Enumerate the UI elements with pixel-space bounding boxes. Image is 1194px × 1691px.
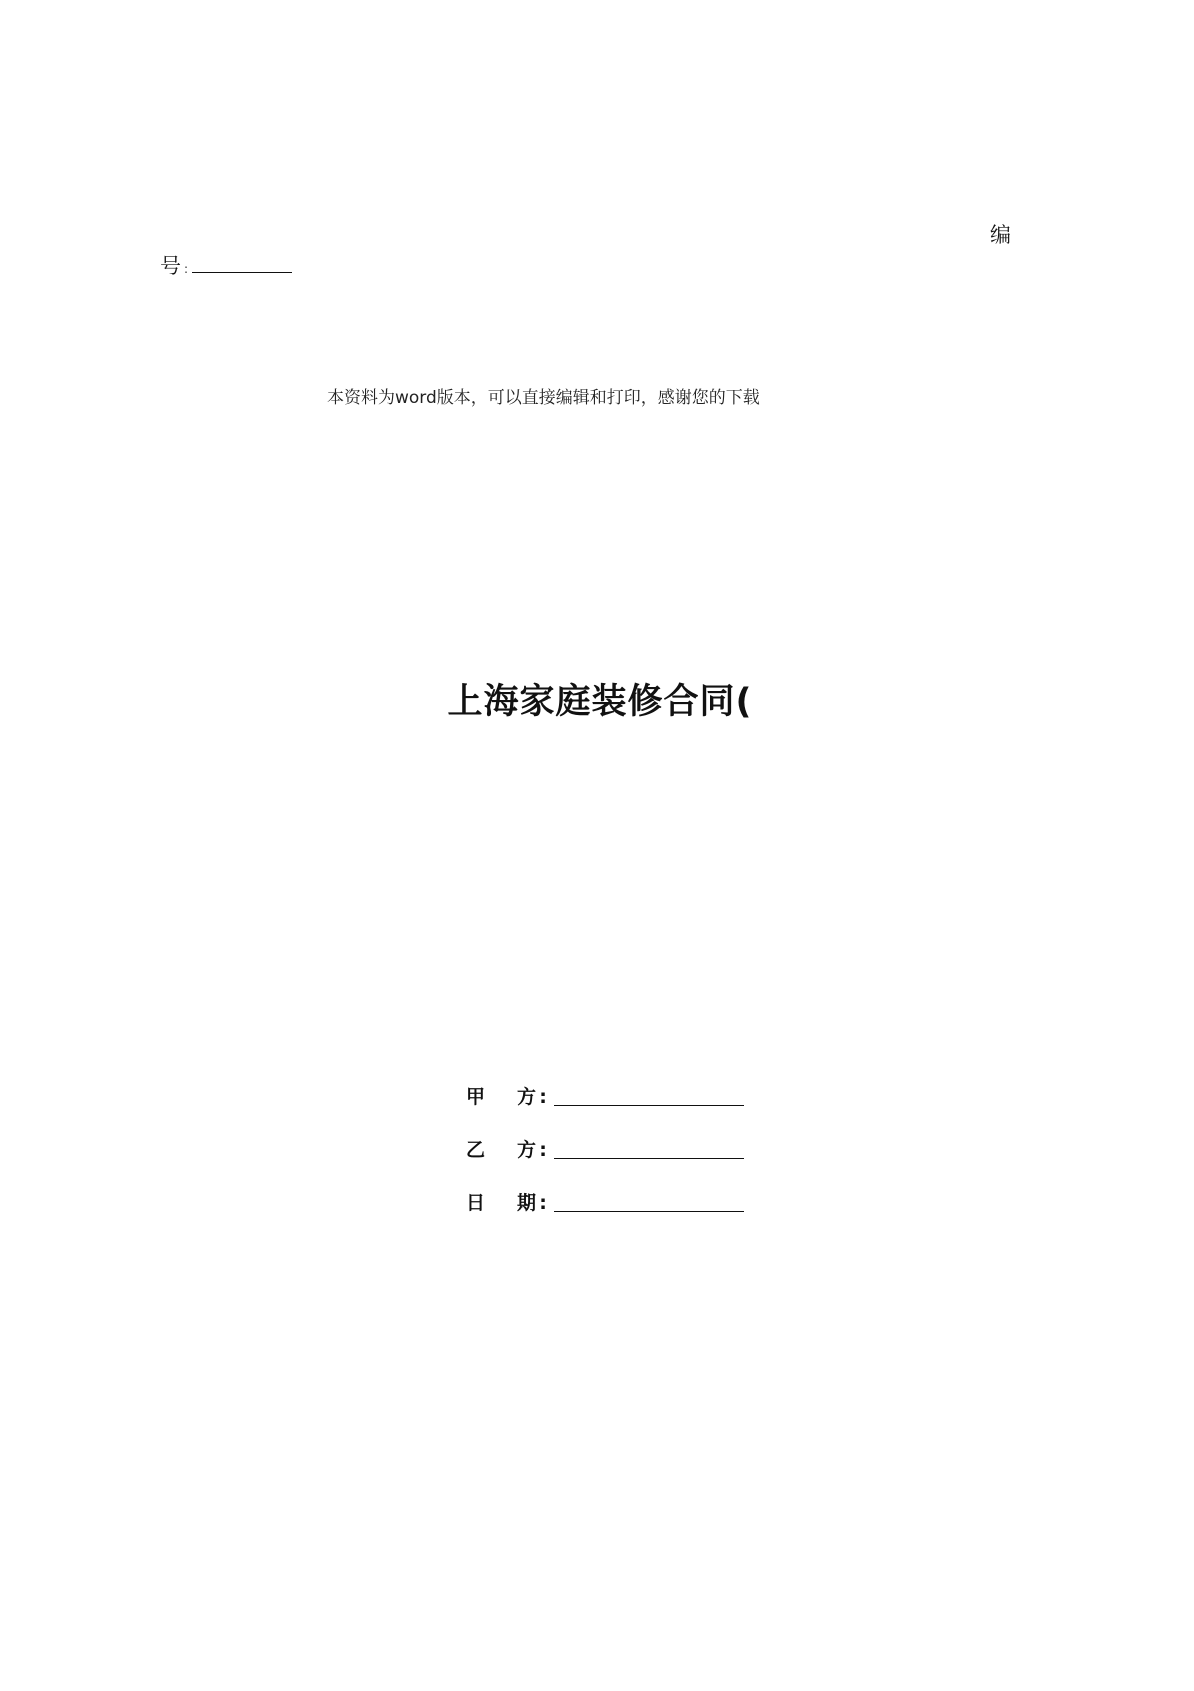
number-colon: :: [184, 262, 189, 276]
number-blank-line[interactable]: [192, 272, 292, 273]
field-date-blank-line[interactable]: [554, 1211, 744, 1212]
signature-fields: [466, 1080, 744, 1239]
number-label-char-1: 编: [990, 223, 1011, 247]
download-note: 本资料为word版本，可以直接编辑和打印，感谢您的下载: [327, 388, 760, 408]
field-party-a: [466, 1080, 744, 1110]
field-party-b-label: 乙 方: [466, 1139, 536, 1161]
field-date-colon: :: [539, 1192, 547, 1214]
field-date-label: 日 期: [466, 1192, 536, 1214]
field-party-a-colon: :: [539, 1086, 547, 1108]
field-party-a-label: 甲 方: [466, 1086, 536, 1108]
field-party-b: [466, 1133, 744, 1163]
field-party-a-blank-line[interactable]: [554, 1105, 744, 1106]
number-label-char-2: 号: [160, 254, 181, 278]
number-row: [160, 251, 292, 279]
field-party-b-colon: :: [539, 1139, 547, 1161]
field-date: [466, 1186, 744, 1216]
field-party-b-blank-line[interactable]: [554, 1158, 744, 1159]
document-title: 上海家庭装修合同(: [447, 682, 753, 722]
